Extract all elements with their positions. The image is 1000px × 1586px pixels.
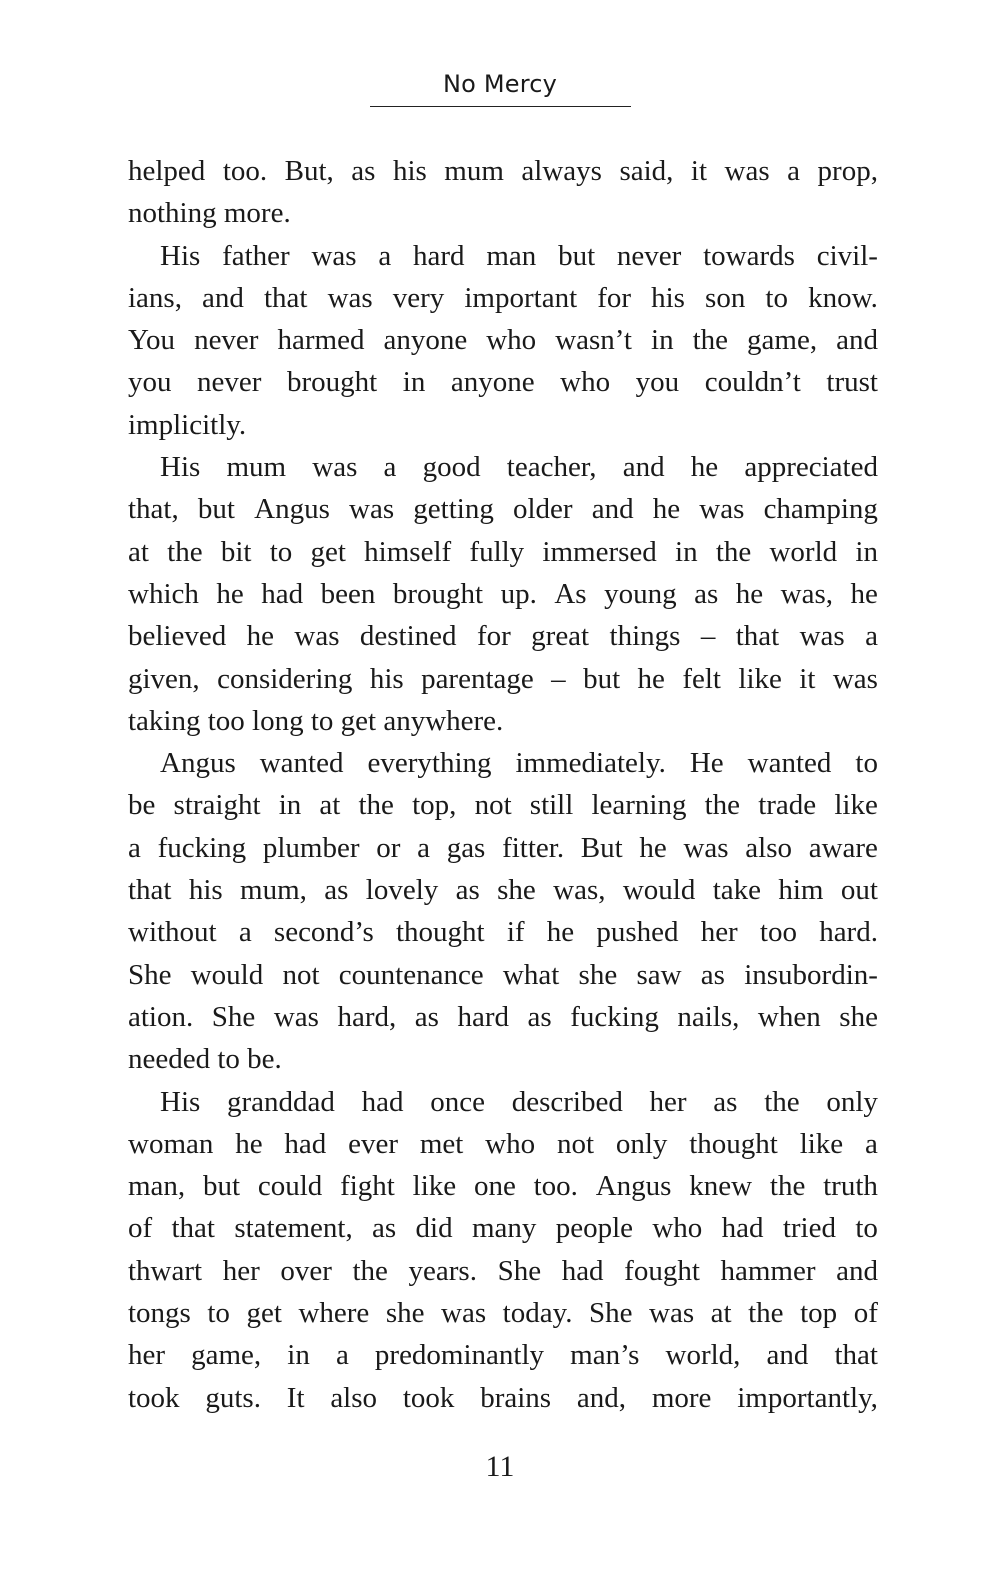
running-head-title: No Mercy xyxy=(442,70,558,98)
text-line: tongs to get where she was today. She was at the top of xyxy=(128,1297,878,1330)
text-line: took guts. It also took brains and, more importantly, xyxy=(128,1381,878,1414)
paragraph-3 xyxy=(128,446,878,742)
paragraph-4 xyxy=(128,742,878,1080)
text-line: believed he was destined for great things – that was a xyxy=(128,620,878,653)
header-rule xyxy=(370,106,631,107)
text-line: you never brought in anyone who you couldn’t trust xyxy=(128,366,878,399)
text-line: be straight in at the top, not still learning the trade like xyxy=(128,789,878,822)
page-number: 11 xyxy=(485,1450,515,1483)
text-line: taking too long to get anywhere. xyxy=(128,704,504,737)
text-line: her game, in a predominantly man’s world, and that xyxy=(128,1339,878,1372)
text-line: You never harmed anyone who wasn’t in the game, and xyxy=(128,324,878,357)
body-text xyxy=(128,150,878,1419)
text-line: His granddad had once described her as the only xyxy=(160,1085,878,1118)
paragraph-5 xyxy=(128,1081,878,1419)
paragraph-2 xyxy=(128,235,878,446)
text-line: thwart her over the years. She had fought hammer and xyxy=(128,1254,878,1287)
text-line: helped too. But, as his mum always said, it was a prop, xyxy=(128,155,878,187)
text-line: that his mum, as lovely as she was, would take him out xyxy=(128,874,878,907)
text-line: a fucking plumber or a gas fitter. But he was also aware xyxy=(128,831,878,864)
text-line: She would not countenance what she saw as insubordin- xyxy=(128,958,878,991)
text-line: ation. She was hard, as hard as fucking nails, when she xyxy=(128,1000,878,1033)
text-line: His mum was a good teacher, and he appreciated xyxy=(160,451,878,484)
text-line: of that statement, as did many people who had tried to xyxy=(128,1212,878,1245)
text-line: needed to be. xyxy=(128,1043,282,1076)
text-line: woman he had ever met who not only thought like a xyxy=(128,1127,878,1160)
text-line: given, considering his parentage – but he felt like it was xyxy=(128,662,878,695)
text-line: without a second’s thought if he pushed her too hard. xyxy=(128,916,878,949)
text-line: ians, and that was very important for his son to know. xyxy=(128,281,878,314)
text-line: His father was a hard man but never towards civil- xyxy=(160,239,878,272)
text-line: implicitly. xyxy=(128,408,247,441)
text-line: man, but could fight like one too. Angus knew the truth xyxy=(128,1170,878,1203)
text-line: Angus wanted everything immediately. He wanted to xyxy=(160,747,878,780)
text-line: at the bit to get himself fully immersed in the world in xyxy=(128,535,878,568)
text-line: that, but Angus was getting older and he was champing xyxy=(128,493,878,526)
text-line: which he had been brought up. As young as he was, he xyxy=(128,577,878,610)
paragraph-1 xyxy=(128,150,878,235)
text-line: nothing more. xyxy=(128,197,291,230)
